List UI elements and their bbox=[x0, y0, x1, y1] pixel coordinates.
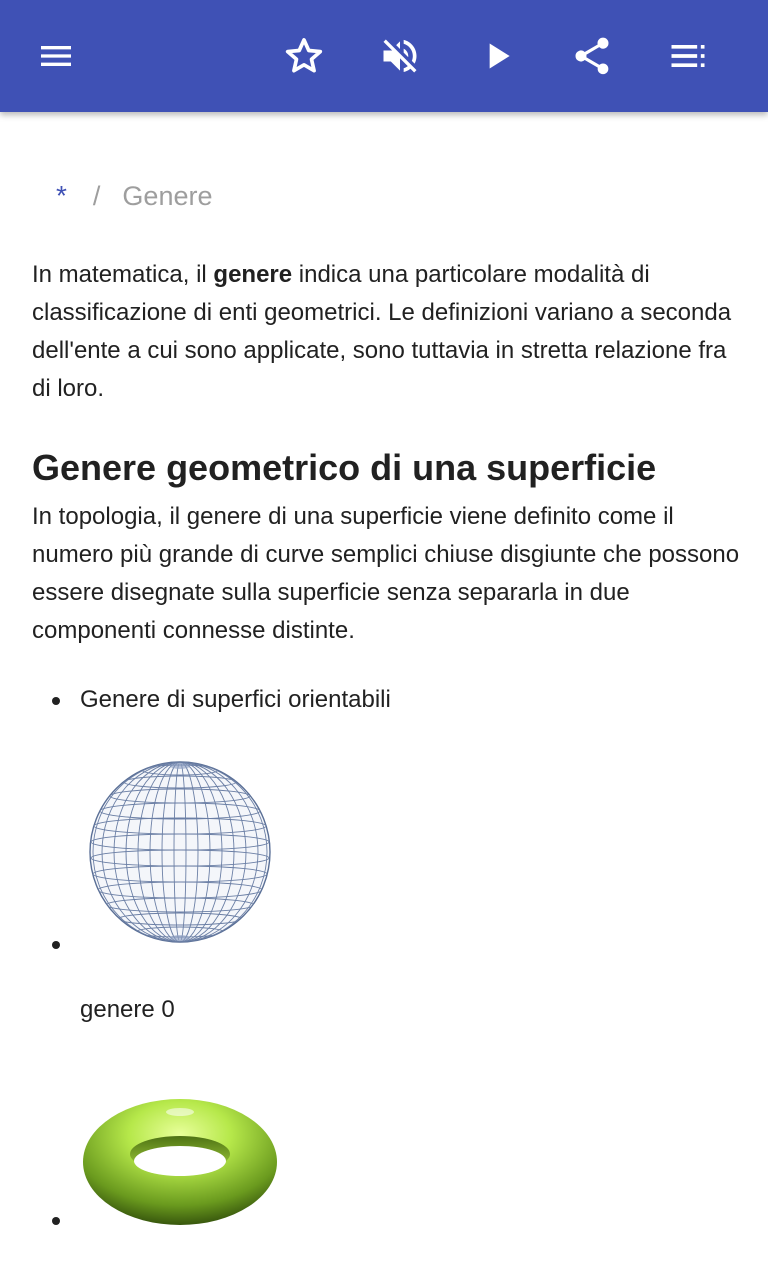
intro-bold-term: genere bbox=[213, 261, 293, 288]
intro-prefix: In matematica, il bbox=[32, 261, 214, 288]
volume-off-icon bbox=[378, 34, 422, 78]
mute-button[interactable] bbox=[368, 24, 432, 88]
figure-caption: genere 0 bbox=[80, 996, 175, 1023]
app-bar bbox=[0, 0, 768, 112]
star-icon bbox=[282, 34, 326, 78]
share-button[interactable] bbox=[560, 24, 624, 88]
favorite-button[interactable] bbox=[272, 24, 336, 88]
list-bullet bbox=[52, 941, 60, 949]
section-paragraph: In topologia, il genere di una superficie viene definito come il numero più grande di curve semplici chiuse disgiunte che possono essere disegnate sulla superficie senza separarla in due componenti connesse distinte. bbox=[32, 503, 740, 644]
list-bullet bbox=[52, 1217, 60, 1225]
list-bullet bbox=[52, 697, 60, 705]
breadcrumb-separator: / bbox=[92, 181, 101, 211]
play-icon bbox=[478, 36, 518, 76]
play-button[interactable] bbox=[466, 24, 530, 88]
playlist-button[interactable] bbox=[656, 24, 720, 88]
breadcrumb bbox=[56, 180, 212, 212]
list-item: Genere di superfici orientabili bbox=[80, 686, 391, 713]
share-icon bbox=[570, 34, 614, 78]
intro-paragraph bbox=[32, 256, 744, 408]
menu-icon bbox=[36, 36, 76, 76]
sphere-image[interactable] bbox=[84, 756, 276, 948]
breadcrumb-home[interactable]: * bbox=[56, 180, 67, 211]
breadcrumb-current: Genere bbox=[122, 181, 213, 211]
intro-suffix: indica una particolare modalità di classificazione di enti geometrici. Le definizioni variano a seconda dell'ente a cui sono applicate, sono tuttavia in stretta relazione fra di loro. bbox=[32, 261, 732, 402]
torus-image[interactable] bbox=[80, 1092, 280, 1232]
playlist-icon bbox=[666, 34, 710, 78]
section-title: Genere geometrico di una superficie bbox=[32, 447, 657, 488]
menu-button[interactable] bbox=[24, 24, 88, 88]
